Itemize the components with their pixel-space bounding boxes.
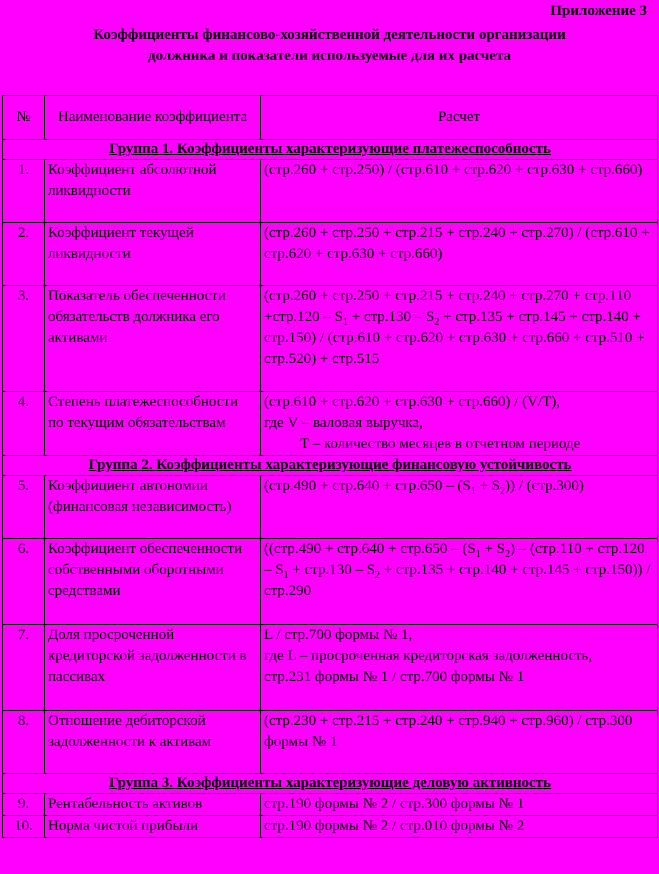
row-calc <box>261 625 658 711</box>
row-num: 1. <box>3 160 45 223</box>
calc-subscript: 2 <box>375 570 381 581</box>
calc-line: (стр.610 + стр.620 + стр.630 + стр.660) / (V/T), <box>264 394 561 410</box>
table-row <box>3 392 658 456</box>
title-line-2: должника и показатели используемые для их расчета <box>147 48 512 64</box>
row-name: Коэффициент абсолютной ликвидности <box>45 160 261 223</box>
calc-part: ((стр.490 + стр.640 + стр.650 – (S <box>264 541 476 557</box>
table-row <box>3 625 658 711</box>
calc-part: (стр.490 + стр.640 + стр.650 – (S <box>264 478 471 494</box>
calc-subscript: 1 <box>283 570 289 581</box>
calc-part: ) – (стр.110 + стр.120 – S <box>264 541 645 578</box>
document-title <box>0 25 659 67</box>
header-calc: Расчет <box>261 96 658 140</box>
row-name: Степень платежеспособности по текущим обязательствам <box>45 392 261 456</box>
row-name: Коэффициент автономии (финансовая независимость) <box>45 476 261 539</box>
row-num: 7. <box>3 625 45 711</box>
calc-part: + стр.135 + стр.145 + стр.140 + стр.150) / (стр.610 + стр.620 + стр.630 + стр.660 + стр.510 + стр.520) + стр.515 <box>264 309 645 367</box>
row-calc <box>261 539 658 625</box>
calc-part: )) / (стр.300) <box>505 478 584 494</box>
row-calc: (стр.260 + стр.250 + стр.215 + стр.240 + стр.270) / (стр.610 + стр.620 + стр.630 + стр.660) <box>261 223 658 286</box>
row-name: Норма чистой прибыли <box>45 816 261 838</box>
calc-subscript: 1 <box>475 549 481 560</box>
calc-part: + стр.130 – S <box>288 562 376 578</box>
row-name: Доля просроченной кредиторской задолженности в пассивах <box>45 625 261 711</box>
row-calc: стр.190 формы № 2 / стр.010 формы № 2 <box>261 816 658 838</box>
header-num: № <box>3 96 45 140</box>
group-title: Группа 2. Коэффициенты характеризующие финансовую устойчивость <box>3 456 658 476</box>
calc-part: + S <box>475 478 501 494</box>
row-calc <box>261 392 658 456</box>
calc-part: + S <box>480 541 505 557</box>
calc-part: + стр.130 – S <box>347 309 435 325</box>
group-title: Группа 1. Коэффициенты характеризующие платежеспособность <box>3 140 658 160</box>
row-name: Рентабельность активов <box>45 794 261 816</box>
calc-subscript: 1 <box>470 486 476 497</box>
table-row <box>3 816 658 838</box>
calc-subscript: 2 <box>505 549 510 560</box>
calc-part: + стр.135 + стр.140 + стр.145 + стр.150)) / стр.290 <box>264 562 651 599</box>
coefficients-table <box>2 95 658 838</box>
row-num: 4. <box>3 392 45 456</box>
row-name: Отношение дебиторской задолженности к активам <box>45 711 261 774</box>
row-num: 3. <box>3 286 45 392</box>
table-row <box>3 794 658 816</box>
group-row-3 <box>3 774 658 794</box>
row-num: 10. <box>3 816 45 838</box>
row-calc <box>261 476 658 539</box>
table-row <box>3 223 658 286</box>
calc-line: L / стр.700 формы № 1, <box>264 627 413 643</box>
table-row <box>3 539 658 625</box>
row-calc: (стр.230 + стр.215 + стр.240 + стр.940 + стр.960) / стр.300 формы № 1 <box>261 711 658 774</box>
group-row-2 <box>3 456 658 476</box>
group-row-1 <box>3 140 658 160</box>
header-name: Наименование коэффициента <box>45 96 261 140</box>
row-calc: стр.190 формы № 2 / стр.300 формы № 1 <box>261 794 658 816</box>
calc-subscript: 1 <box>342 317 348 328</box>
table-row <box>3 286 658 392</box>
table-row <box>3 476 658 539</box>
calc-subscript: 2 <box>434 317 440 328</box>
title-line-1: Коэффициенты финансово-хозяйственной деятельности организации <box>93 27 566 43</box>
row-num: 6. <box>3 539 45 625</box>
row-num: 2. <box>3 223 45 286</box>
calc-line: T – количество месяцев в отчетном периоде <box>300 436 581 452</box>
row-num: 5. <box>3 476 45 539</box>
group-title: Группа 3. Коэффициенты характеризующие деловую активность <box>3 774 658 794</box>
calc-line: стр.231 формы № 1 / стр.700 формы № 1 <box>264 669 525 685</box>
table-row <box>3 160 658 223</box>
calc-subscript: 2 <box>500 486 506 497</box>
calc-line: где V – валовая выручка, <box>264 415 423 431</box>
row-num: 9. <box>3 794 45 816</box>
calc-line: где L – просроченная кредиторская задолженность, <box>264 648 593 664</box>
row-name: Коэффициент текущей ликвидности <box>45 223 261 286</box>
appendix-label: Приложение 3 <box>550 3 647 19</box>
table-row <box>3 711 658 774</box>
row-name: Коэффициент обеспеченности собственными оборотными средствами <box>45 539 261 625</box>
row-calc: (стр.260 + стр.250) / (стр.610 + стр.620 + стр.630 + стр.660) <box>261 160 658 223</box>
row-num: 8. <box>3 711 45 774</box>
row-name: Показатель обеспеченности обязательств должника его активами <box>45 286 261 392</box>
table-header-row <box>3 96 658 140</box>
calc-part: (стр.260 + стр.250 + стр.215 + стр.240 + стр.270 + стр.110 +стр.120 – S <box>264 288 632 325</box>
row-calc <box>261 286 658 392</box>
